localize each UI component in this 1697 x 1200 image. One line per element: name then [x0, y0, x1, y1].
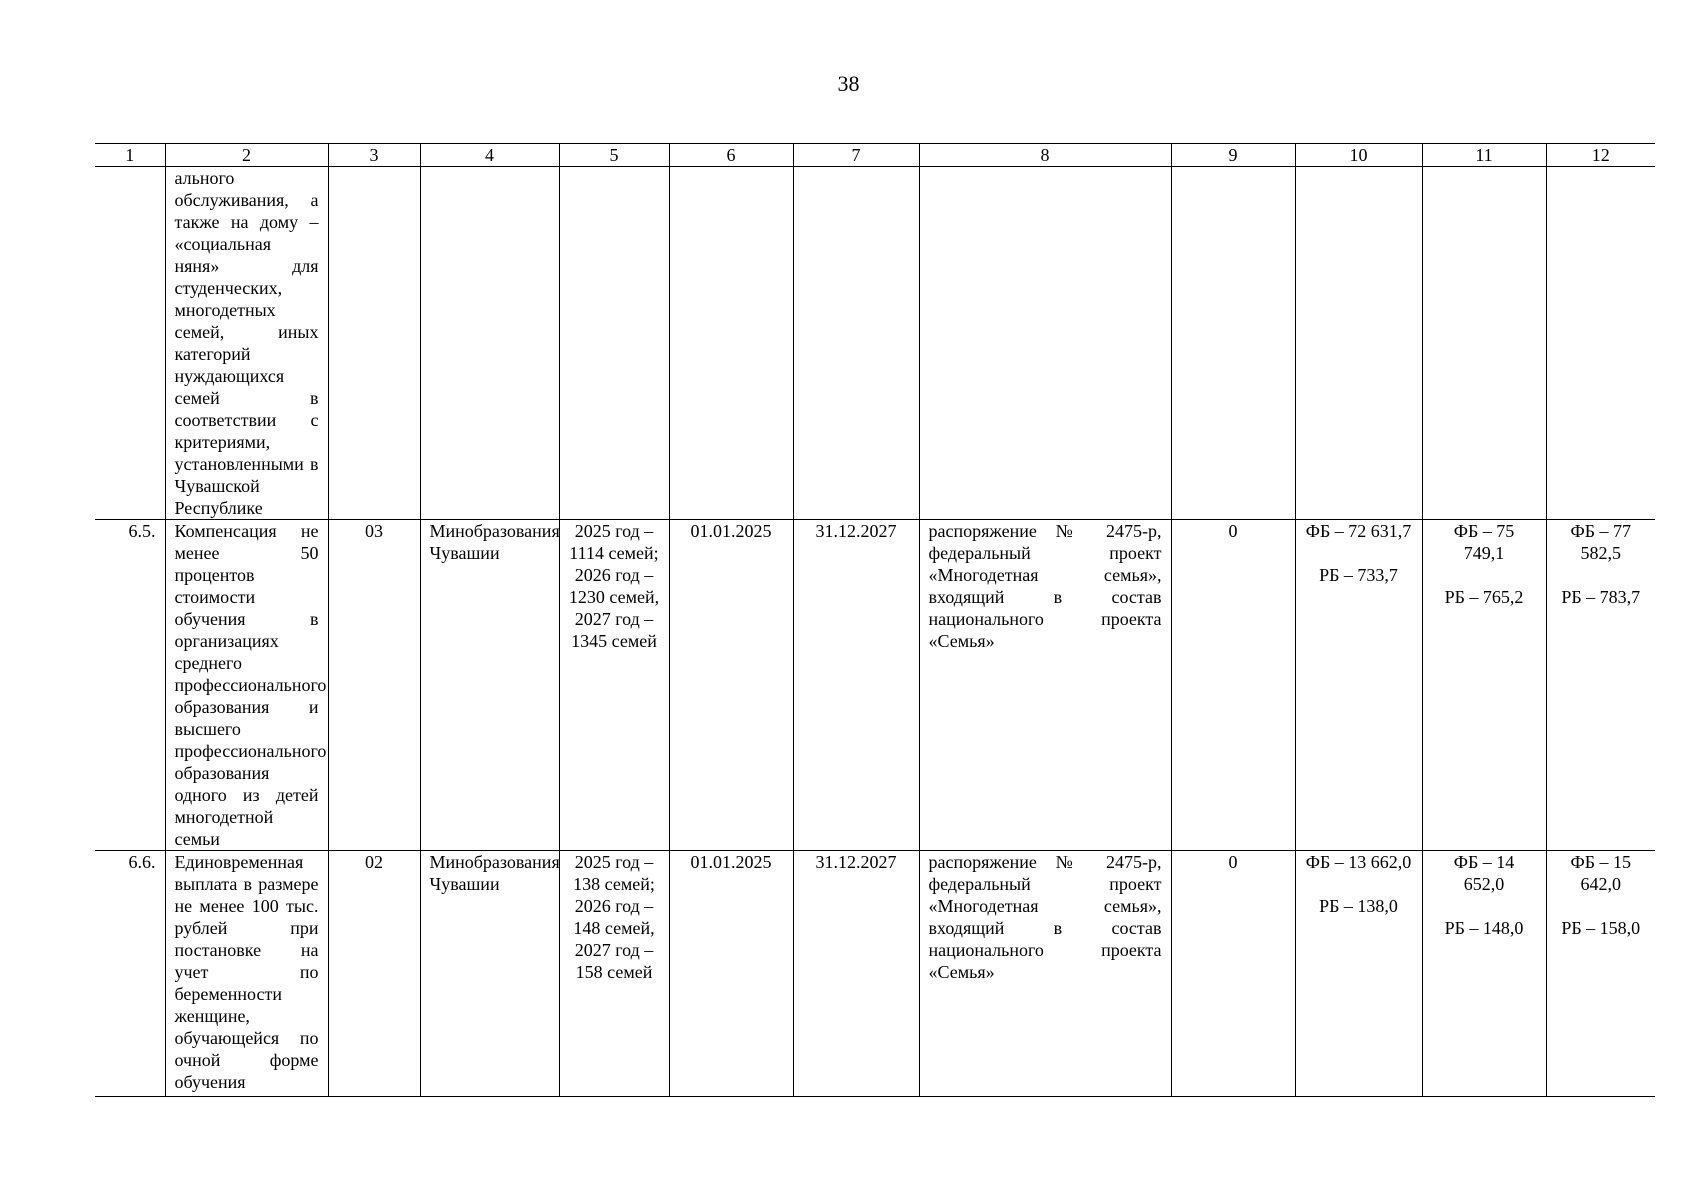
- cell-basis: распоряжение № 2475-р, федеральный проект «Многодетная семья», входящий в состав национального проекта «Семья»: [919, 851, 1171, 1097]
- cell-code: 02: [328, 851, 420, 1097]
- measures-table: [95, 143, 1655, 1097]
- header-row: [95, 144, 1655, 167]
- cell-description: Компенсация не менее 50 процентов стоимости обучения в организациях среднего профессионального образования и высшего профессионального образования одного из детей многодетной семьи: [165, 520, 328, 851]
- cell-num: [95, 167, 165, 520]
- column-header-3: 3: [328, 144, 420, 167]
- column-header-8: 8: [919, 144, 1171, 167]
- cell-executor: [420, 167, 559, 520]
- cell-col9: 0: [1171, 520, 1295, 851]
- cell-col11: [1422, 167, 1546, 520]
- cell-basis: [919, 167, 1171, 520]
- column-header-1: 1: [95, 144, 165, 167]
- regional-budget-amount: РБ – 158,0: [1561, 918, 1641, 938]
- cell-col9: 0: [1171, 851, 1295, 1097]
- regional-budget-amount: РБ – 733,7: [1319, 565, 1398, 585]
- cell-col11: [1422, 851, 1546, 1097]
- column-header-2: 2: [165, 144, 328, 167]
- federal-budget-amount: ФБ – 15 642,0: [1570, 852, 1632, 894]
- regional-budget-amount: РБ – 765,2: [1444, 587, 1524, 607]
- cell-basis: распоряжение № 2475-р, федеральный проект «Многодетная семья», входящий в состав национального проекта «Семья»: [919, 520, 1171, 851]
- cell-end: 31.12.2027: [793, 851, 919, 1097]
- cell-start: 01.01.2025: [669, 520, 793, 851]
- cell-col10: [1295, 520, 1422, 851]
- regional-budget-amount: РБ – 783,7: [1561, 587, 1641, 607]
- column-header-5: 5: [559, 144, 669, 167]
- federal-budget-amount: ФБ – 72 631,7: [1305, 521, 1412, 541]
- cell-executor: Минобразования Чувашии: [420, 520, 559, 851]
- cell-code: 03: [328, 520, 420, 851]
- cell-end: 31.12.2027: [793, 520, 919, 851]
- cell-col10: [1295, 167, 1422, 520]
- column-header-6: 6: [669, 144, 793, 167]
- column-header-11: 11: [1422, 144, 1546, 167]
- cell-start: 01.01.2025: [669, 851, 793, 1097]
- column-header-10: 10: [1295, 144, 1422, 167]
- cell-num: 6.5.: [95, 520, 165, 851]
- cell-col12: [1546, 167, 1655, 520]
- federal-budget-amount: ФБ – 14 652,0: [1453, 852, 1515, 894]
- cell-description: Единовременная выплата в размере не менее 100 тыс. рублей при постановке на учет по беременности женщине, обучающейся по очной форме обучения: [165, 851, 328, 1097]
- cell-targets: 2025 год – 1114 семей; 2026 год – 1230 семей, 2027 год – 1345 семей: [559, 520, 669, 851]
- cell-col10: [1295, 851, 1422, 1097]
- cell-col12: [1546, 851, 1655, 1097]
- cell-targets: 2025 год – 138 семей; 2026 год – 148 семей, 2027 год – 158 семей: [559, 851, 669, 1097]
- table-header: [95, 144, 1655, 167]
- column-header-9: 9: [1171, 144, 1295, 167]
- page-number: 38: [837, 71, 860, 96]
- cell-num: 6.6.: [95, 851, 165, 1097]
- federal-budget-amount: ФБ – 77 582,5: [1570, 521, 1632, 563]
- cell-col9: [1171, 167, 1295, 520]
- column-header-4: 4: [420, 144, 559, 167]
- table-row: [95, 851, 1655, 1097]
- federal-budget-amount: ФБ – 13 662,0: [1305, 852, 1412, 872]
- regional-budget-amount: РБ – 138,0: [1319, 896, 1398, 916]
- table-row: [95, 520, 1655, 851]
- regional-budget-amount: РБ – 148,0: [1444, 918, 1524, 938]
- cell-executor: Минобразования Чувашии: [420, 851, 559, 1097]
- cell-targets: [559, 167, 669, 520]
- cell-description: ального обслуживания, а также на дому – «социальная няня» для студенческих, многодетных семей, иных категорий нуждающихся семей в соответствии с критериями, установленными в Чувашской Республике: [165, 167, 328, 520]
- cell-code: [328, 167, 420, 520]
- column-header-7: 7: [793, 144, 919, 167]
- cell-start: [669, 167, 793, 520]
- cell-end: [793, 167, 919, 520]
- table-row-continuation: [95, 167, 1655, 520]
- cell-col12: [1546, 520, 1655, 851]
- federal-budget-amount: ФБ – 75 749,1: [1453, 521, 1515, 563]
- column-header-12: 12: [1546, 144, 1655, 167]
- cell-col11: [1422, 520, 1546, 851]
